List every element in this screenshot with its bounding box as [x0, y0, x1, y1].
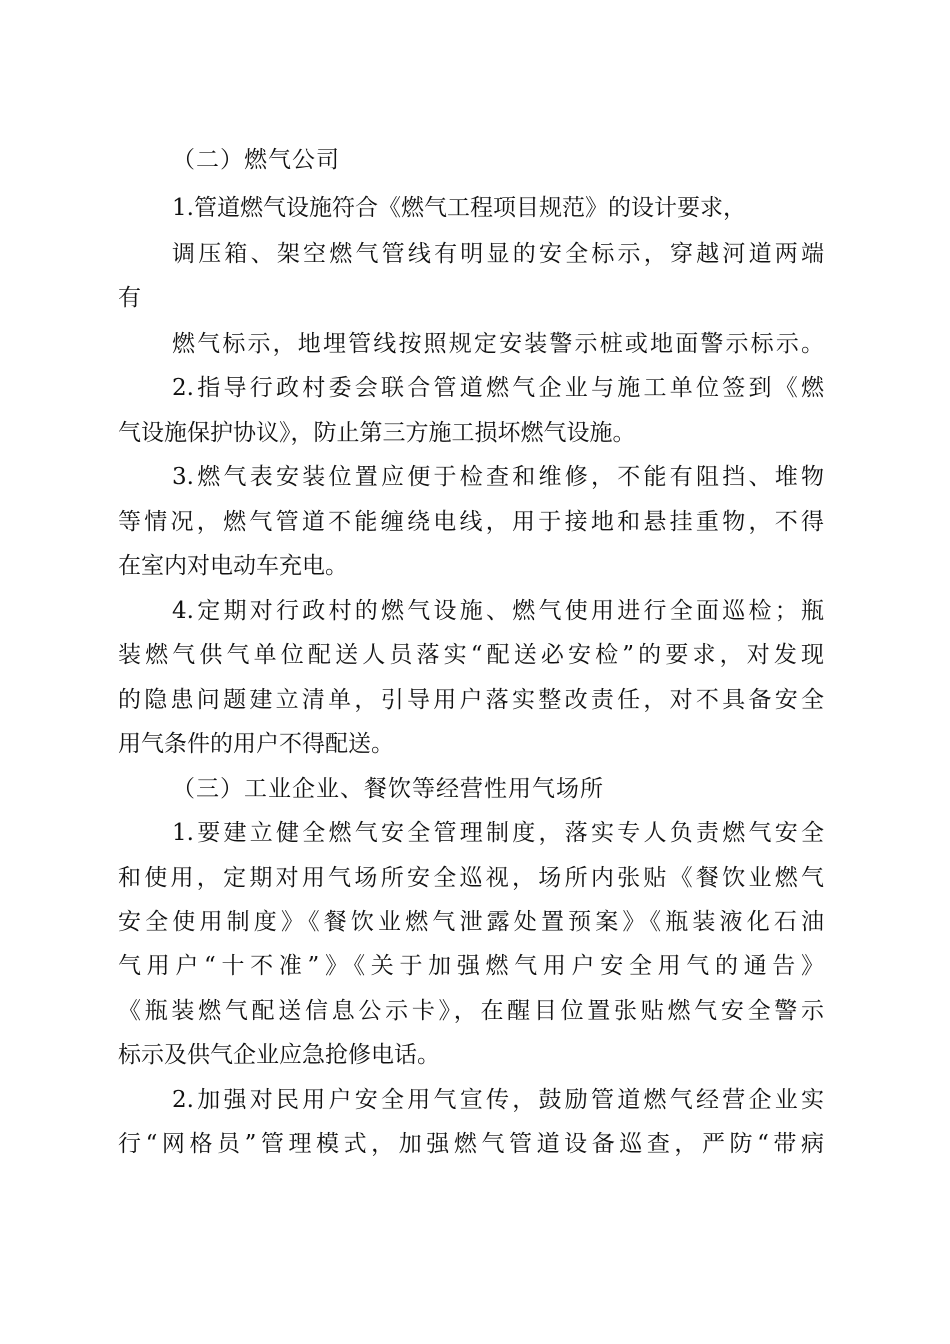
paragraph-line: 《瓶装燃气配送信息公示卡》，在醒目位置张贴燃气安全警示	[118, 998, 824, 1024]
paragraph-line: 安全使用制度》《餐饮业燃气泄露处置预案》《瓶装液化石油	[118, 909, 824, 935]
paragraph-line: 气用户“十不准”》《关于加强燃气用户安全用气的通告》	[118, 953, 824, 979]
paragraph-line: 在室内对电动车充电。	[118, 553, 348, 579]
paragraph-line: 有	[118, 285, 141, 311]
paragraph-line: 1.管道燃气设施符合《燃气工程项目规范》的设计要求，	[172, 195, 746, 221]
section-heading: （三）工业企业、餐饮等经营性用气场所	[172, 776, 604, 802]
section-heading: （二）燃气公司	[172, 147, 340, 173]
paragraph-line: 气设施保护协议》，防止第三方施工损坏燃气设施。	[118, 420, 636, 446]
paragraph-line: 3.燃气表安装位置应便于检查和维修，不能有阻挡、堆物	[172, 464, 824, 490]
paragraph-line: 调压箱、架空燃气管线有明显的安全标示，穿越河道两端	[172, 241, 824, 267]
paragraph-line: 和使用，定期对用气场所安全巡视，场所内张贴《餐饮业燃气	[118, 865, 824, 891]
paragraph-line: 1.要建立健全燃气安全管理制度，落实专人负责燃气安全	[172, 820, 824, 846]
paragraph-line: 等情况，燃气管道不能缠绕电线，用于接地和悬挂重物，不得	[118, 509, 824, 535]
paragraph-line: 标示及供气企业应急抢修电话。	[118, 1042, 440, 1068]
paragraph-line: 4.定期对行政村的燃气设施、燃气使用进行全面巡检；瓶	[172, 598, 824, 624]
paragraph-line: 装燃气供气单位配送人员落实“配送必安检”的要求，对发现	[118, 642, 824, 668]
paragraph-line: 用气条件的用户不得配送。	[118, 731, 394, 757]
paragraph-line: 的隐患问题建立清单，引导用户落实整改责任，对不具备安全	[118, 687, 824, 713]
paragraph-line: 2.指导行政村委会联合管道燃气企业与施工单位签到《燃	[172, 375, 824, 401]
paragraph-line: 燃气标示，地埋管线按照规定安装警示桩或地面警示标示。	[172, 331, 824, 357]
paragraph-line: 2.加强对民用户安全用气宣传，鼓励管道燃气经营企业实	[172, 1087, 824, 1113]
paragraph-line: 行“网格员”管理模式，加强燃气管道设备巡查，严防“带病	[118, 1131, 824, 1157]
